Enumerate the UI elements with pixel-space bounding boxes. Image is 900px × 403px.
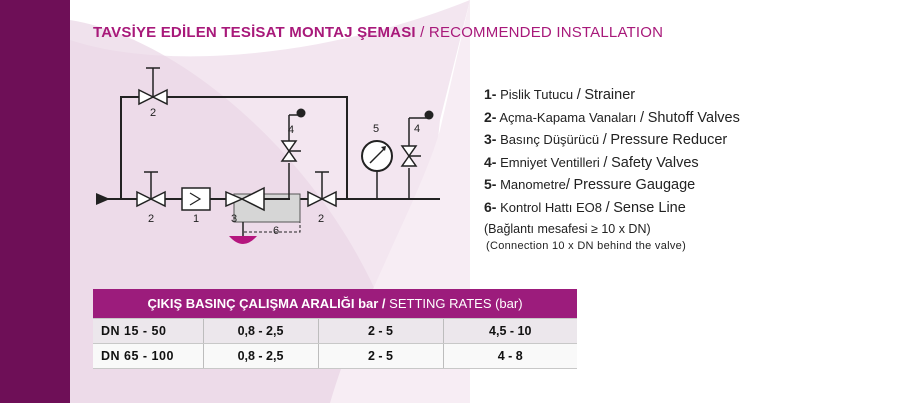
legend-item-pressure-reducer: 3- Basınç Düşürücü / Pressure Reducer	[484, 131, 728, 149]
table-cell-dn: DN 65 - 100	[93, 344, 203, 369]
legend-item-shutoff-valves: 2- Açma-Kapama Vanaları / Shutoff Valves	[484, 108, 740, 126]
connection-note-turkish: (Bağlantı mesafesi ≥ 10 x DN)	[484, 222, 651, 236]
inlet-shutoff-valve-icon	[137, 172, 165, 206]
table-cell-range-3: 4,5 - 10	[443, 319, 577, 344]
table-cell-range-3: 4 - 8	[443, 344, 577, 369]
title-english: RECOMMENDED INSTALLATION	[428, 24, 664, 41]
table-cell-range-1: 0,8 - 2,5	[203, 344, 318, 369]
table-cell-range-2: 2 - 5	[318, 319, 443, 344]
component-legend	[484, 86, 740, 222]
title-separator: /	[420, 24, 425, 41]
drain-icon	[229, 236, 257, 244]
outlet-shutoff-valve-icon	[308, 172, 336, 206]
table-row	[93, 319, 577, 344]
table-header-turkish: ÇIKIŞ BASINÇ ÇALIŞMA ARALIĞI bar /	[147, 296, 386, 311]
label-outlet-valve: 2	[318, 213, 325, 225]
label-inlet-valve: 2	[148, 213, 155, 225]
label-strainer: 1	[193, 213, 200, 225]
legend-item-safety-valves: 4- Emniyet Ventilleri / Safety Valves	[484, 153, 699, 171]
legend-item-manometer: 5- Manometre/ Pressure Gaugage	[484, 176, 696, 194]
label-sense-line: 6	[273, 225, 280, 237]
strainer-icon	[182, 188, 210, 210]
table-header-english: SETTING RATES (bar)	[389, 296, 523, 311]
safety-valve-icon	[282, 109, 306, 200]
title-turkish: TAVSİYE EDİLEN TESİSAT MONTAJ ŞEMASI	[93, 24, 416, 41]
table-cell-range-2: 2 - 5	[318, 344, 443, 369]
label-safety-valve: 4	[288, 124, 295, 136]
legend-item-sense-line: 6- Kontrol Hattı EO8 / Sense Line	[484, 198, 686, 216]
manometer-icon	[362, 141, 392, 199]
table-cell-range-1: 0,8 - 2,5	[203, 319, 318, 344]
label-reducer: 3	[231, 213, 238, 225]
inlet-arrow-icon	[96, 193, 110, 205]
setting-rates-table	[93, 289, 577, 369]
label-bypass-valve: 2	[150, 107, 157, 119]
label-manometer: 5	[373, 123, 380, 135]
table-header	[93, 289, 577, 319]
label-outlet-safety-valve: 4	[414, 123, 421, 135]
bypass-shutoff-valve-icon	[139, 68, 167, 104]
connection-note-english: (Connection 10 x DN behind the valve)	[486, 240, 687, 252]
table-cell-dn: DN 15 - 50	[93, 319, 203, 344]
legend-item-strainer: 1- Pislik Tutucu / Strainer	[484, 86, 636, 103]
table-row	[93, 344, 577, 369]
